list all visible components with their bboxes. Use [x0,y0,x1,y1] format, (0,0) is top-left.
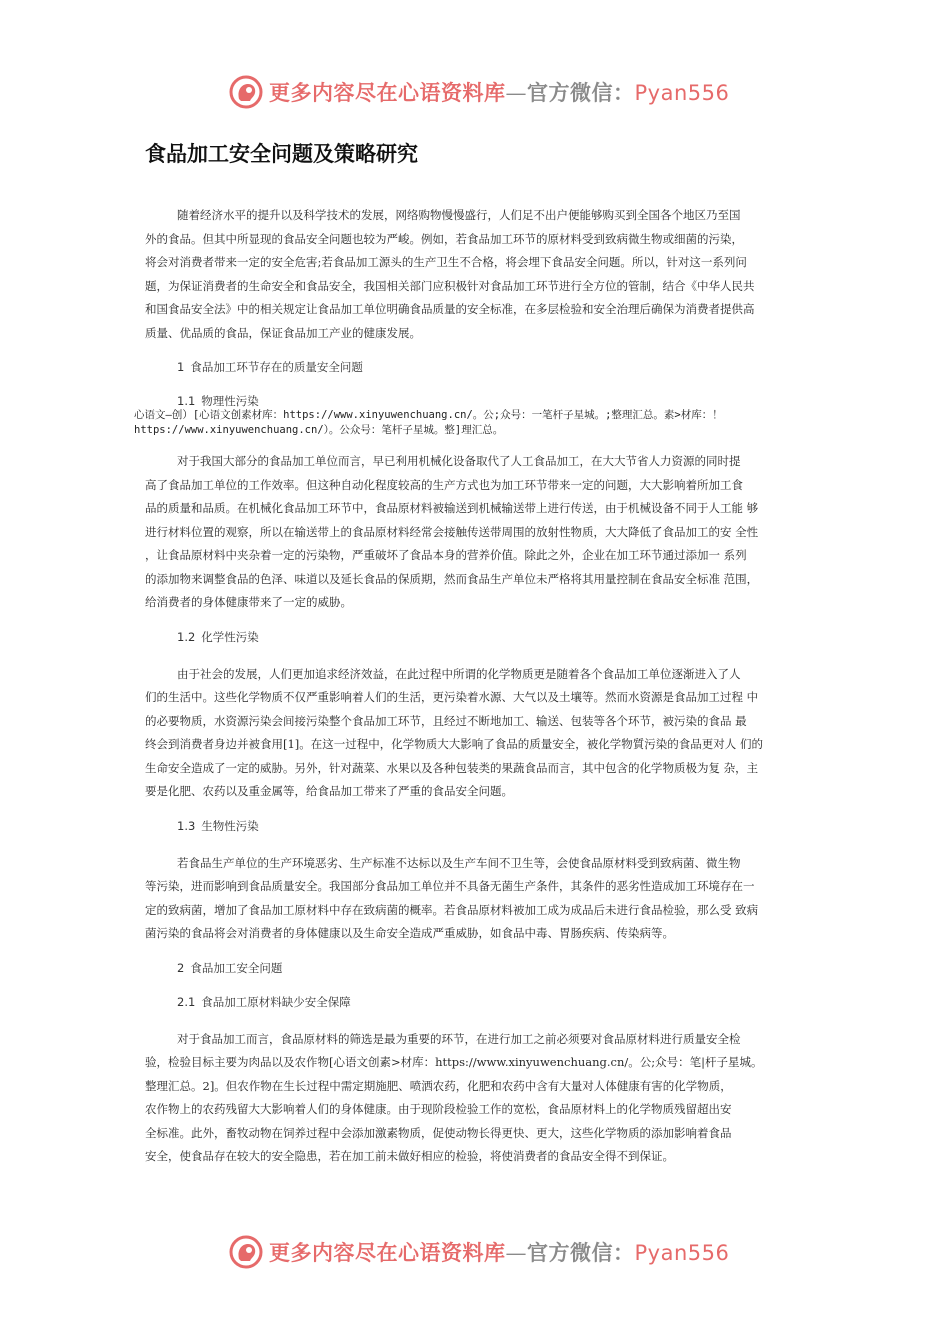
section-number: 1.3 [177,818,196,833]
banner-wechat-id: Pyan556 [634,1241,730,1265]
source-note: 心语文—创）[心语文创素材库：https://www.xinyuwenchuang.cn/。公;众号：一笔杆子星城。;整理汇总。素>材库：！ https://www.xinyuwenchuang.cn/）。公众号：笔杆子星城。整]理汇总。 [134,409,723,436]
section-title: 食品加工原材料缺少安全保障 [201,994,351,1009]
brain-head-icon [229,1235,263,1269]
section-2-heading [145,960,813,977]
paragraph-1-3: 若食品生产单位的生产环境恶劣、生产标准不达标以及生产车间不卫生等，会使食品原材料受到致病菌、微生物 等污染，进而影响到食品质量安全。我国部分食品加工单位并不具备无菌生产条件，其条件的恶劣性造成加工环境存在一 定的致病菌，增加了食品加工原材料中存在致病菌的概率。若食品原材料被加工成为成品后未进行食品检验，那么受 致病 菌污染的食品将会对消费者的身体健康以及生命安全造成严重威胁，如食品中毒、胃肠疾病、传染病等。 [145,855,759,940]
banner-text [269,77,729,107]
section-number: 1.1 [177,394,196,408]
section-number: 2.1 [177,994,196,1009]
section-title: 食品加工环节存在的质量安全问题 [190,360,363,374]
banner-main: 更多内容尽在心语资料库 [269,1240,506,1265]
page-title: 食品加工安全问题及策略研究 [145,142,418,166]
banner-wechat-label: 官方微信： [527,1240,635,1265]
banner-wechat-label: 官方微信： [527,80,635,105]
article-body [145,204,813,1183]
section-number: 1.2 [177,629,196,644]
section-1-heading [145,359,813,376]
section-title: 生物性污染 [201,818,259,833]
section-1-3-heading [145,818,813,835]
section-title: 食品加工安全问题 [190,960,283,975]
intro-paragraph: 随着经济水平的提升以及科学技术的发展，网络购物慢慢盛行，人们足不出户便能够购买到全国各个地区乃至国 外的食品。但其中所显现的食品安全问题也较为严峻。例如，若食品加工环节的原材料受到致病微生物或细菌的污染， 将会对消费者带来一定的安全危害;若食品加工源头的生产卫生不合格，将会埋下食品安全问题。所以，针对这一系列问 题，为保证消费者的生命安全和食品安全，我国相关部门应积极针对食品加工环节进行全方位的管制，结合《中华人民共 和国食品安全法》中的相关规定让食品加工单位明确食品质量的安全标准，在多层检验和安全治理后确保为消费者提供高 质量、优品质的食品，保证食品加工产业的健康发展。 [145,208,755,340]
paragraph-1-1: 对于我国大部分的食品加工单位而言，早已利用机械化设备取代了人工食品加工，在大大节省人力资源的同时提 高了食品加工单位的工作效率。但这种自动化程度较高的生产方式也为加工环节带来一定的问题，大大影响着所加工食 品的质量和品质。在机械化食品加工环节中，食品原材料被输送到机械输送带上进行传送，由于机械设备不同于人工能 够 进行材料位置的观察，所以在输送带上的食品原材料经常会接触传送带周围的放射性物质，大大降低了食品加工的安 全性 ，让食品原材料中夹杂着一定的污染物，严重破坏了食品本身的营养价值。除此之外，企业在加工环节通过添加一 系列 的添加物来调整食品的色泽、味道以及延长食品的保质期，然而食品生产单位未严格将其用量控制在食品安全标准 范围， 给消费者的身体健康带来了一定的威胁。 [145,454,759,609]
section-2-1-heading [145,994,813,1011]
banner-separator: — [505,1241,527,1265]
footer-banner [229,1232,729,1272]
paragraph-2-1: 对于食品加工而言，食品原材料的筛选是最为重要的环节，在进行加工之前必须要对食品原材料进行质量安全检 验，检验目标主要为肉品以及农作物[心语文创素>材库：https://www.xinyuwenchuang.cn/。公;众号：笔|杆子星城。 整理汇总。2]。但农作物在生长过程中需定期施肥、喷洒农药，化肥和农药中含有大量对人体健康有害的化学物质， 农作物上的农药残留大大影响着人们的身体健康。由于现阶段检验工作的宽松，食品原材料上的化学物质残留超出安 全标准。此外，畜牧动物在饲养过程中会添加激素物质，促使动物长得更快、更大，这些化学物质的添加影响着食品 安全，使食品存在较大的安全隐患，若在加工前未做好相应的检验，将使消费者的食品安全得不到保证。 [145,1031,763,1163]
section-title: 化学性污染 [201,629,259,644]
section-number: 1 [177,360,185,374]
banner-separator: — [505,81,527,105]
brain-head-icon [229,75,263,109]
header-banner [229,72,729,112]
section-1-2-heading [145,629,813,646]
section-number: 2 [177,960,185,975]
section-title: 物理性污染 [201,394,259,408]
banner-text [269,1237,729,1267]
banner-wechat-id: Pyan556 [634,81,730,105]
banner-main: 更多内容尽在心语资料库 [269,80,506,105]
paragraph-1-2: 由于社会的发展，人们更加追求经济效益，在此过程中所谓的化学物质更是随着各个食品加工单位逐渐进入了人 们的生活中。这些化学物质不仅严重影响着人们的生活，更污染着水源、大气以及土壤等。然而水资源是食品加工过程 中 的必要物质，水资源污染会间接污染整个食品加工环节，且经过不断地加工、输送、包装等各个环节，被污染的食品 最 终会到消费者身边并被食用[1]。在这一过程中，化学物质大大影响了食品的质量安全，被化学物質污染的食品更对人 们的 生命安全造成了一定的威胁。另外，针对蔬菜、水果以及各种包装类的果蔬食品而言，其中包含的化学物质极为复 杂，主 要是化肥、农药以及重金属等，给食品加工带来了严重的食品安全问题。 [145,666,763,798]
